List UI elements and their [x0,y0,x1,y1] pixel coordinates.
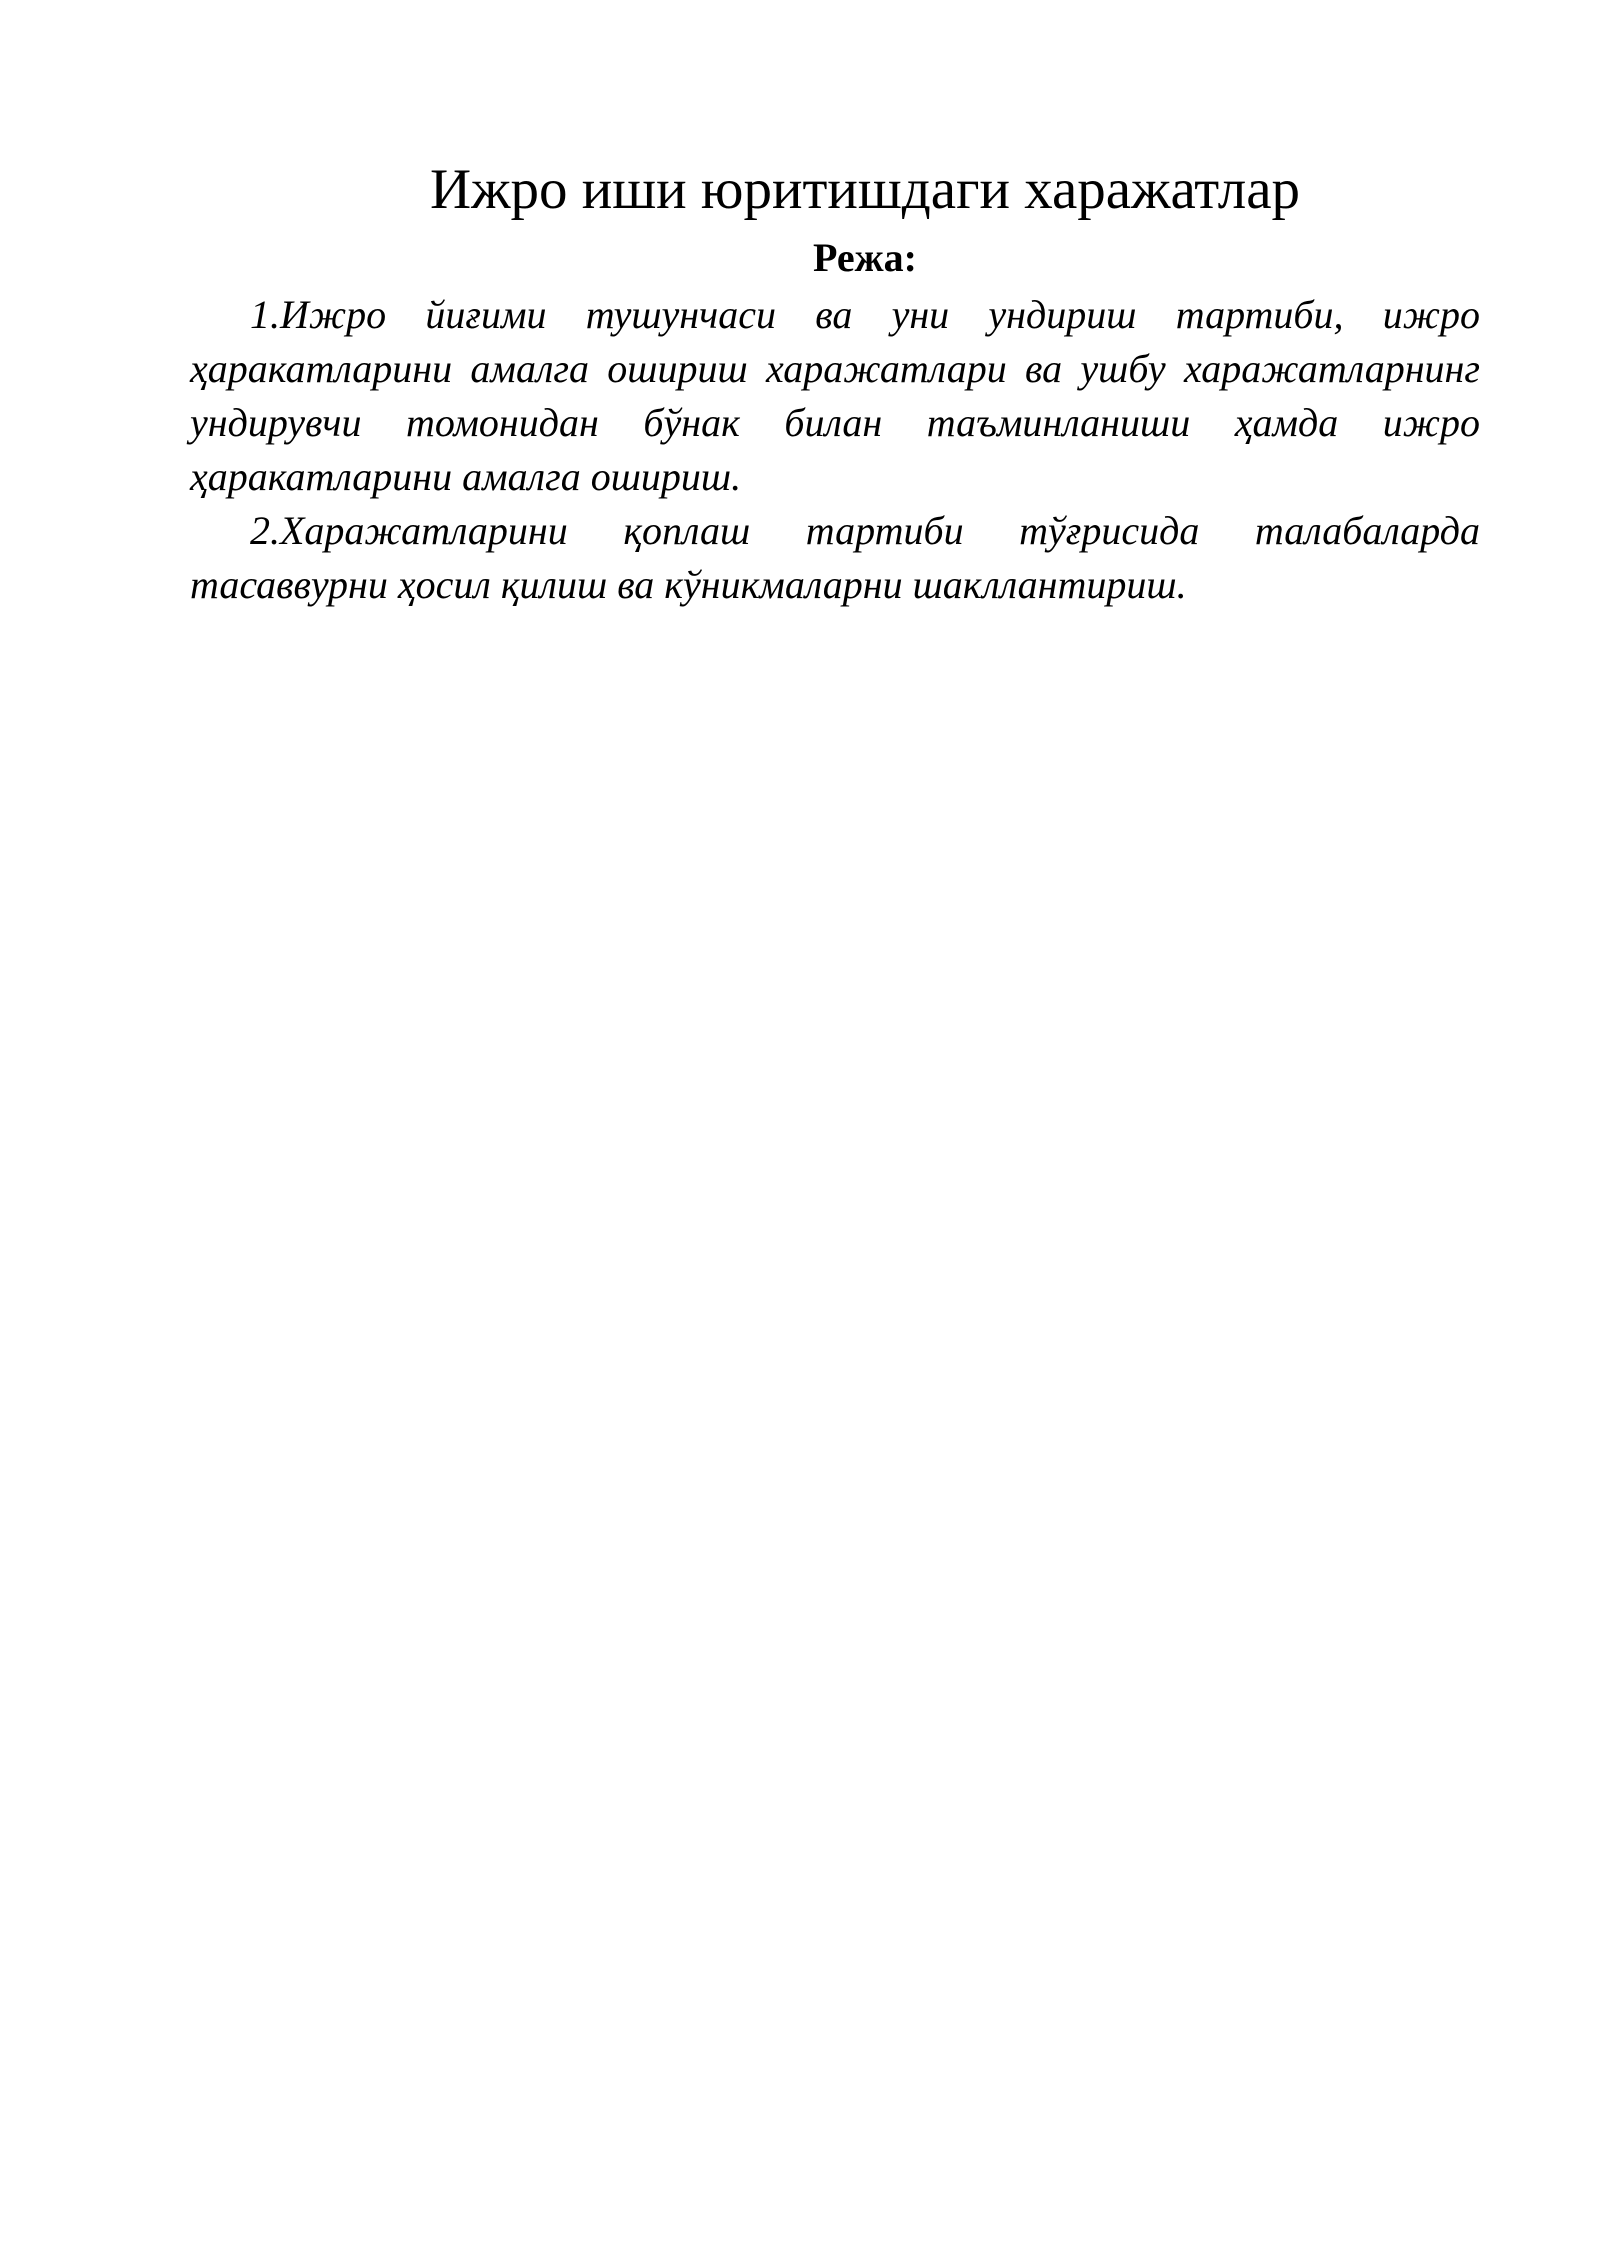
plan-item-2: 2.Харажатларини қоплаш тартиби тўғрисида талабаларда тасаввурни ҳосил қилиш ва кўникмаларни шакллантириш. [190,508,1480,607]
document-title: Ижро иши юритишдаги харажатлар [429,158,1301,221]
plan-heading: Режа: [813,235,917,280]
document-content [190,150,1480,612]
plan-item-1: 1.Ижро йиғими тушунчаси ва уни ундириш тартиби, ижро ҳаракатларини амалга ошириш харажатлари ва ушбу харажатларнинг ундирувчи томонидан бўнак билан таъминланиши ҳамда ижро ҳаракатларини амалга ошириш. [190,292,1480,499]
